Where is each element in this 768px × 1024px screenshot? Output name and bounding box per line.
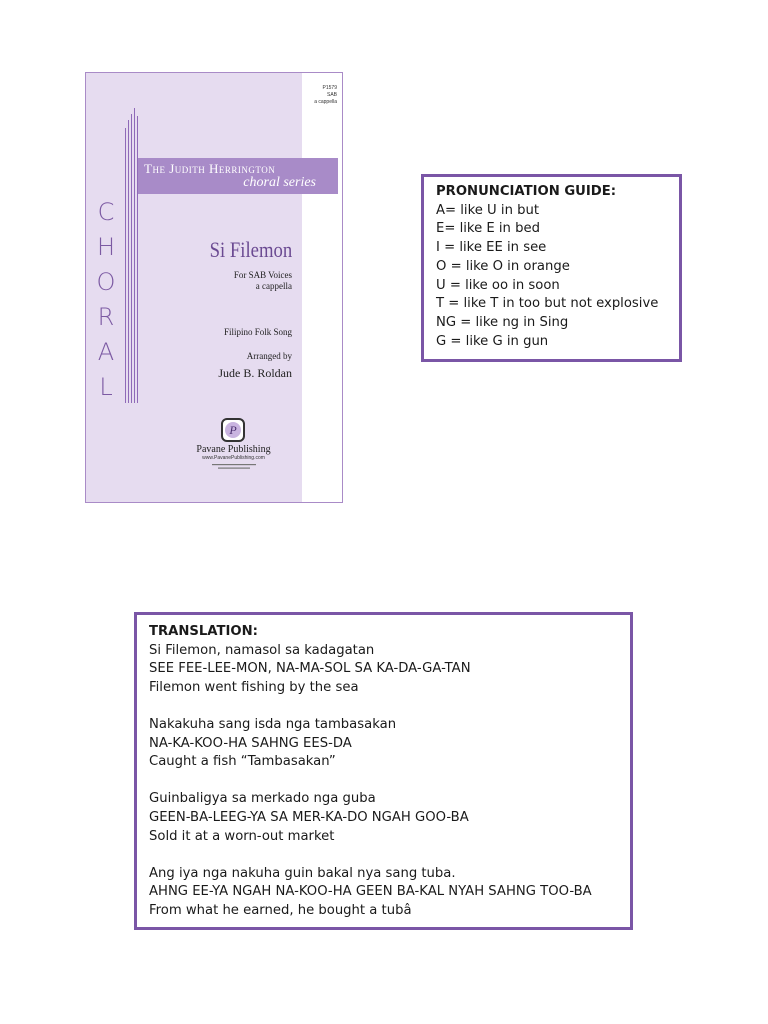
choral-letter: A — [97, 338, 115, 366]
pronunciation-line: A= like U in but — [436, 202, 540, 218]
pronunciation-line: U = like oo in soon — [436, 277, 560, 293]
translation-stanza — [149, 865, 618, 921]
pronunciation-line: I = like EE in see — [436, 240, 547, 256]
lyric-original: Ang iya nga nakuha guin bakal nya sang tuba. — [149, 865, 456, 881]
choral-letter: H — [96, 233, 116, 261]
translation-stanza — [149, 642, 618, 698]
lyric-phonetic: GEEN-BA-LEEG-YA SA MER-KA-DO NGAH GOO-BA — [149, 809, 469, 825]
cover-voicing: For SAB Voices — [233, 270, 292, 280]
translation-stanza — [149, 790, 618, 846]
lyric-phonetic: NA-KA-KOO-HA SAHNG EES-DA — [149, 735, 352, 751]
cover-arranged-by: Arranged by — [246, 351, 292, 361]
cover-origin: Filipino Folk Song — [223, 327, 292, 337]
lyric-english: Filemon went fishing by the sea — [149, 679, 359, 695]
translation-box — [134, 612, 633, 930]
pronunciation-line: NG = like ng in Sing — [436, 314, 569, 330]
lyric-original: Guinbaligya sa merkado nga guba — [149, 791, 376, 807]
translation-stanza — [149, 716, 618, 772]
choral-vertical-word — [95, 195, 117, 405]
lyric-english: Sold it at a worn-out market — [149, 828, 335, 844]
pronunciation-line: T = like T in too but not explosive — [436, 296, 659, 312]
pronunciation-line: E= like E in bed — [436, 221, 540, 237]
choral-letter: C — [97, 198, 115, 226]
series-subtitle: choral series — [243, 175, 316, 190]
catalog-info — [314, 85, 337, 106]
cover-white-strip — [302, 73, 342, 502]
cover-accompaniment: a cappella — [255, 281, 292, 291]
staff-lines-decoration — [125, 108, 139, 403]
lyric-english: Caught a fish “Tambasakan” — [149, 754, 336, 770]
lyric-english: From what he earned, he bought a tubâ — [149, 902, 412, 918]
choral-letter: L — [99, 373, 113, 401]
pronunciation-line: G = like G in gun — [436, 333, 549, 349]
catalog-voicing: SAB — [326, 92, 337, 98]
catalog-number: P1579 — [322, 85, 337, 91]
fine-print-icon — [204, 463, 264, 471]
lyric-original: Nakakuha sang isda nga tambasakan — [149, 716, 397, 732]
translation-heading: TRANSLATION: — [149, 624, 258, 639]
pronunciation-line: O = like O in orange — [436, 258, 570, 274]
fine-print-decoration — [186, 463, 281, 472]
series-band — [138, 158, 338, 194]
cover-title: Si Filemon — [209, 237, 292, 262]
catalog-accompaniment: a cappella — [314, 99, 337, 105]
lyric-original: Si Filemon, namasol sa kadagatan — [149, 642, 375, 658]
choral-letter: O — [96, 268, 116, 296]
cover-image — [85, 72, 343, 503]
cover-arranger: Jude B. Roldan — [218, 366, 292, 380]
publisher-name: Pavane Publishing — [196, 444, 271, 455]
lyric-phonetic: AHNG EE-YA NGAH NA-KOO-HA GEEN BA-KAL NYAH SAHNG TOO-BA — [149, 884, 592, 900]
publisher-logo-letter: P — [225, 422, 241, 438]
pronunciation-heading: PRONUNCIATION GUIDE: — [436, 184, 616, 199]
publisher-logo-icon — [221, 418, 245, 442]
series-name: The Judith Herrington — [144, 161, 276, 176]
lyric-phonetic: SEE FEE-LEE-MON, NA-MA-SOL SA KA-DA-GA-TAN — [149, 661, 471, 677]
pronunciation-guide-box — [421, 174, 682, 362]
choral-letter: R — [97, 303, 115, 331]
publisher-website: www.PavanePublishing.com — [202, 455, 265, 461]
